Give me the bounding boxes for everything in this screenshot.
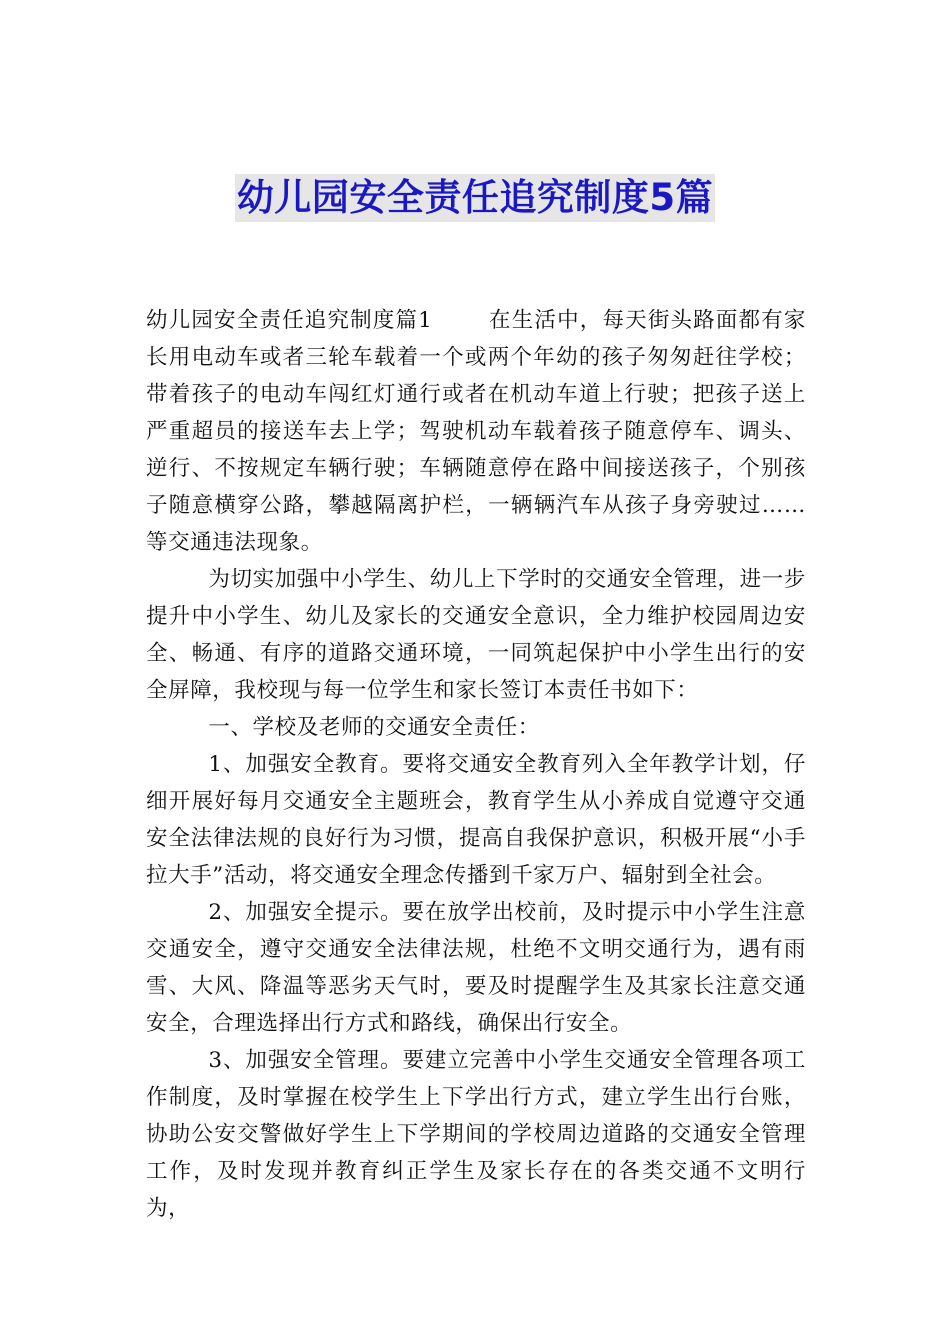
paragraph-intro [146, 302, 806, 561]
paragraph-text: 在生活中，每天街头路面都有家长用电动车或者三轮车载着一个或两个年幼的孩子匆匆赶往学校；带着孩子的电动车闯红灯通行或者在机动车道上行驶；把孩子送上严重超员的接送车去上学；驾驶机动车载着孩子随意停车、调头、逆行、不按规定车辆行驶；车辆随意停在路中间接送孩子，个别孩子随意横穿公路，攀越隔离护栏，一辆辆汽车从孩子身旁驶过……等交通违法现象。 [146, 308, 807, 555]
paragraph: 1、加强安全教育。要将交通安全教育列入全年教学计划，仔细开展好每月交通安全主题班会，教育学生从小养成自觉遵守交通安全法律法规的良好行为习惯，提高自我保护意识，积极开展“小手拉大手”活动，将交通安全理念传播到千家万户、辐射到全社会。 [146, 752, 806, 888]
paragraph: 3、加强安全管理。要建立完善中小学生交通安全管理各项工作制度，及时掌握在校学生上下学出行方式，建立学生出行台账，协助公安交警做好学生上下学期间的学校周边道路的交通安全管理工作，及时发现并教育纠正学生及家长存在的各类交通不文明行为， [146, 1048, 806, 1221]
paragraph: 一、学校及老师的交通安全责任： [208, 715, 540, 740]
document-title: 幼儿园安全责任追究制度5篇 [235, 174, 715, 222]
title-container [0, 174, 950, 222]
paragraph: 为切实加强中小学生、幼儿上下学时的交通安全管理，进一步提升中小学生、幼儿及家长的交通安全意识，全力维护校园周边安全、畅通、有序的道路交通环境，一同筑起保护中小学生出行的安全屏障，我校现与每一位学生和家长签订本责任书如下： [146, 567, 806, 703]
paragraph: 2、加强安全提示。要在放学出校前，及时提示中小学生注意交通安全，遵守交通安全法律法规，杜绝不文明交通行为，遇有雨雪、大风、降温等恶劣天气时，要及时提醒学生及其家长注意交通安全，合理选择出行方式和路线，确保出行安全。 [146, 900, 806, 1036]
document-body [146, 302, 806, 1227]
section-heading: 幼儿园安全责任追究制度篇1 [146, 308, 433, 333]
